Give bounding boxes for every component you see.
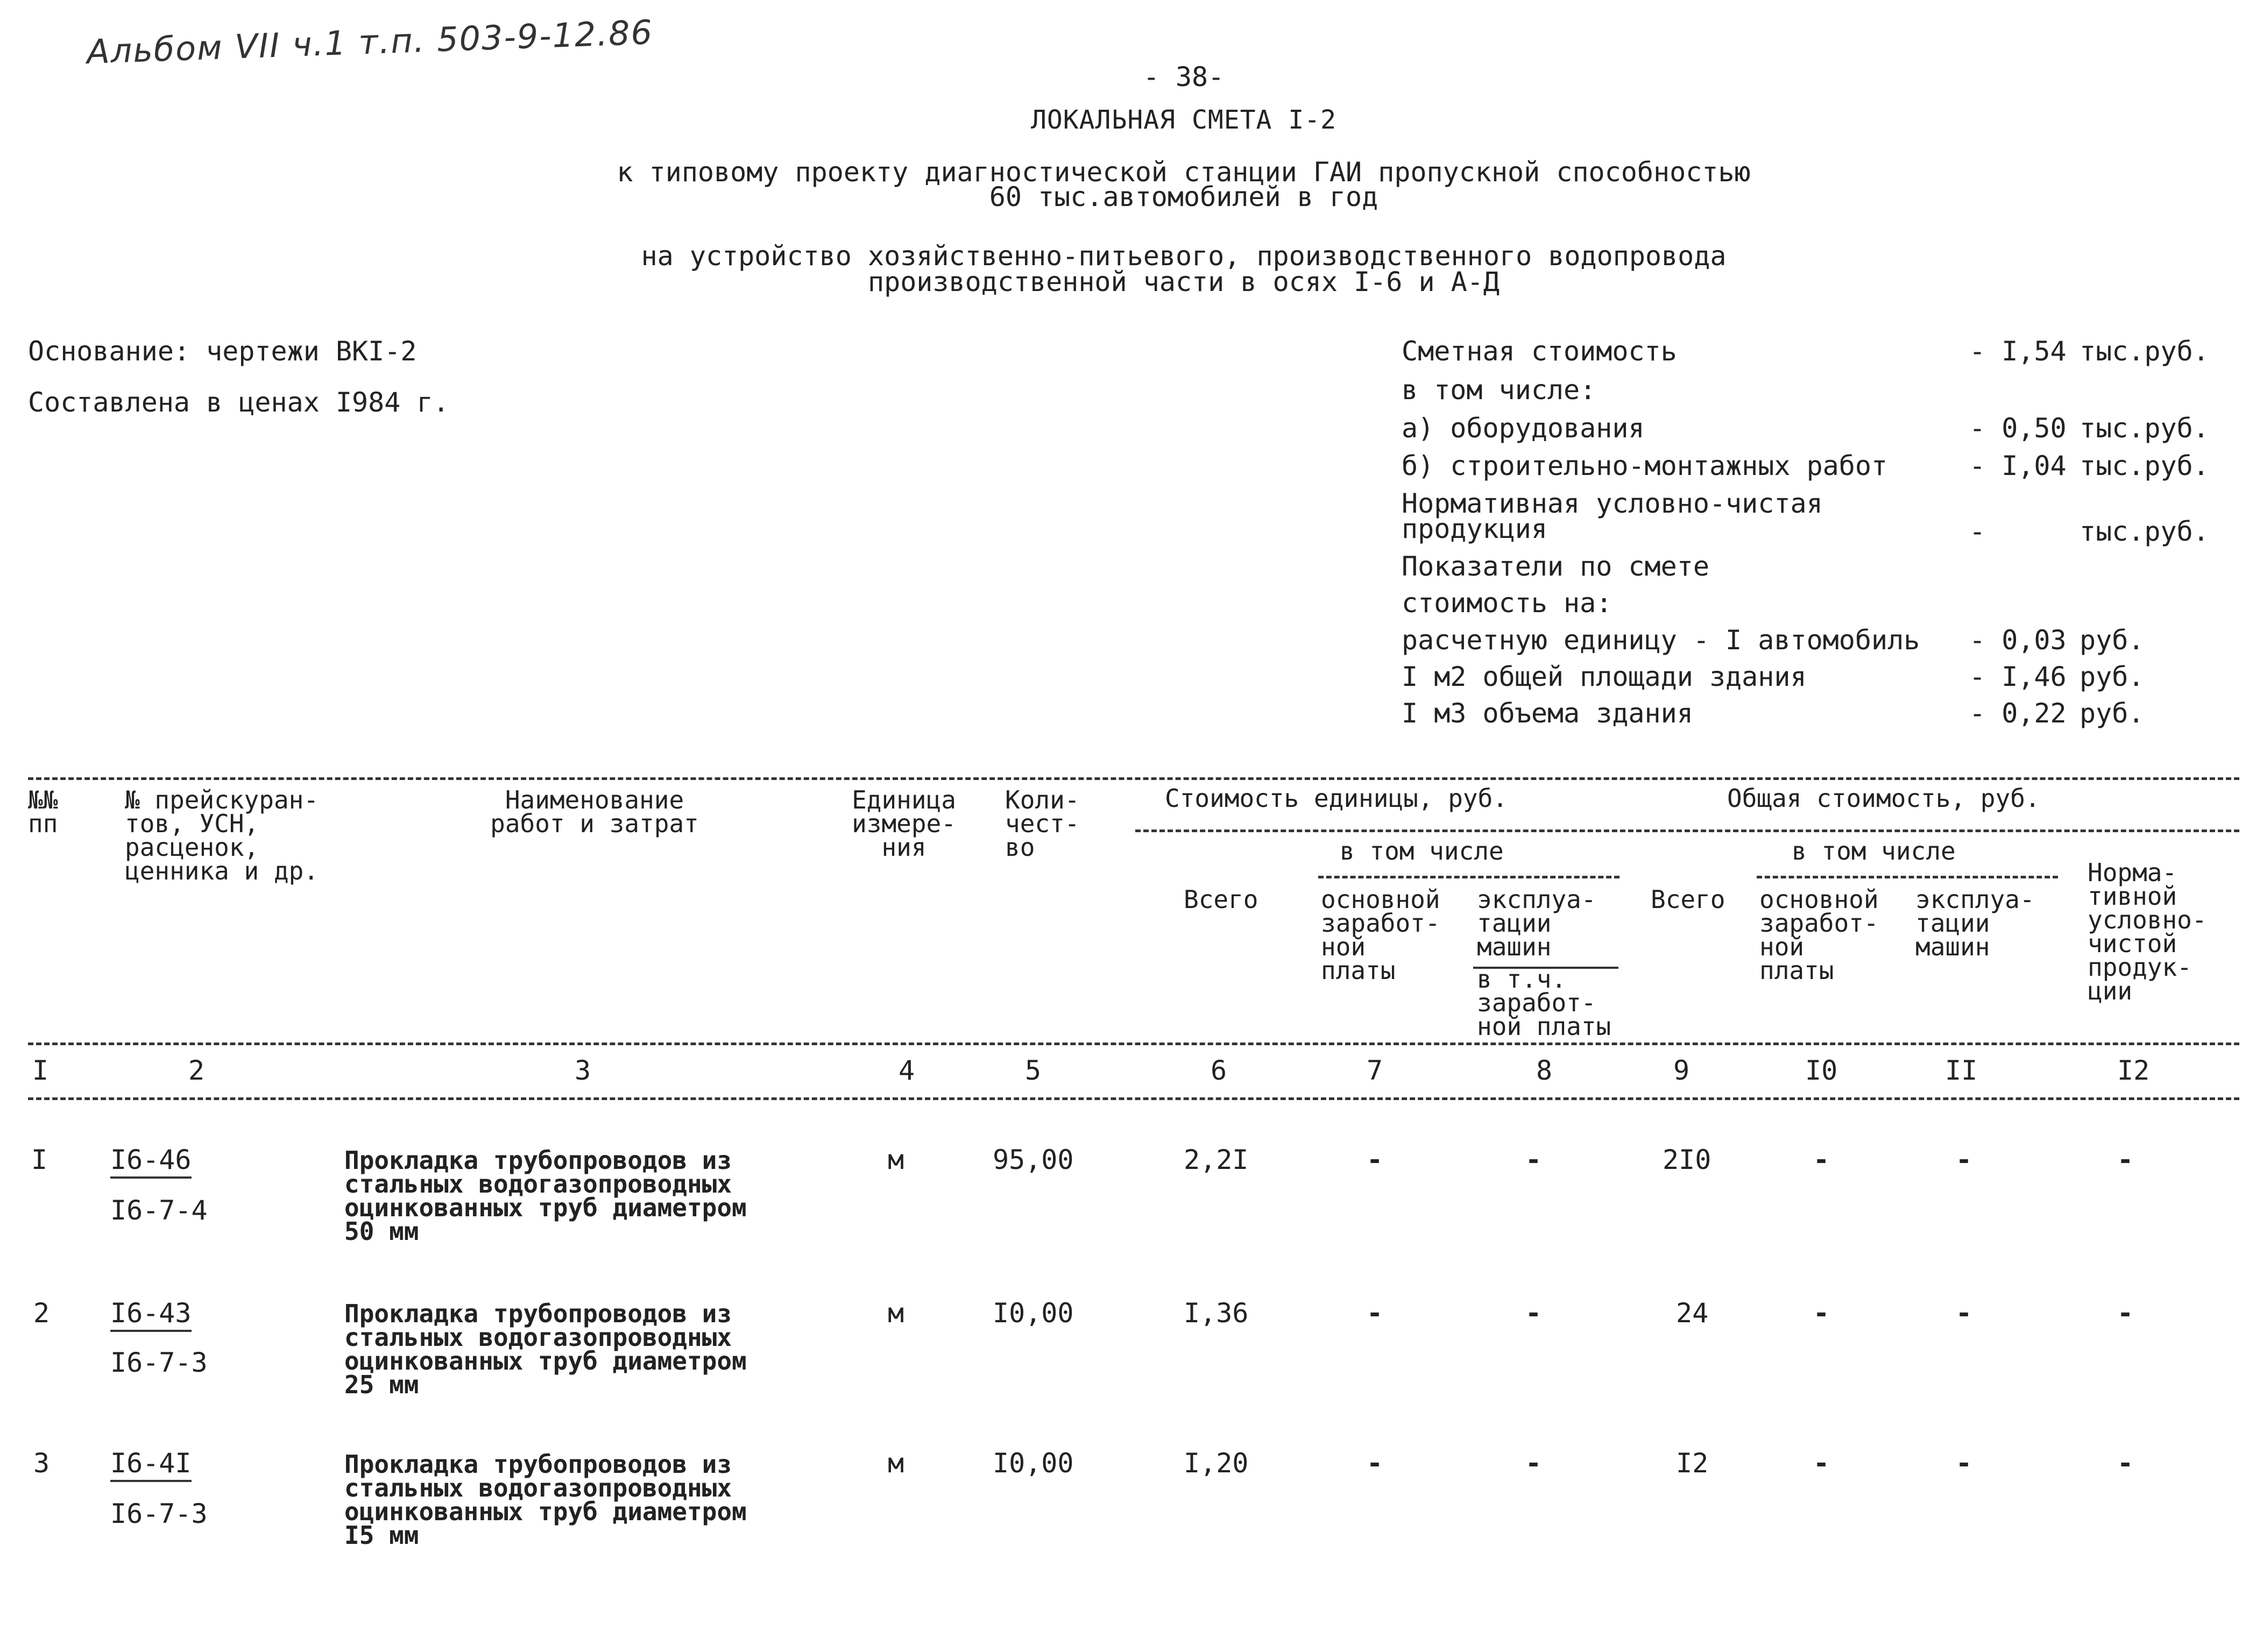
summary-label: б) строительно-монтажных работ bbox=[1402, 450, 1888, 481]
total-cost: I2 bbox=[1676, 1448, 1709, 1479]
column-number: I bbox=[32, 1055, 49, 1086]
summary-label: I м2 общей площади здания bbox=[1402, 661, 1807, 692]
table-top-rule bbox=[28, 777, 2239, 780]
price-code-bottom: I6-7-3 bbox=[110, 1347, 208, 1378]
col-header-unit-machine-wage: в т.ч. заработ- ной платы bbox=[1477, 965, 1611, 1041]
unit-cost-machine: - bbox=[1525, 1144, 1542, 1175]
total-cost-wage: - bbox=[1813, 1144, 1830, 1175]
subtitle-scope-2: производственной части в осях I-6 и А-Д bbox=[868, 266, 1500, 297]
summary-value: - 0,03 bbox=[1969, 625, 2067, 656]
row-number: 2 bbox=[33, 1298, 50, 1329]
column-number: 6 bbox=[1211, 1055, 1227, 1086]
summary-unit: тыс.руб. bbox=[2080, 450, 2209, 481]
summary-label: I м3 объема здания bbox=[1402, 698, 1693, 729]
estimate-title: ЛОКАЛЬНАЯ СМЕТА I-2 bbox=[1030, 105, 1337, 135]
basis-line: Основание: чертежи ВКI-2 bbox=[28, 336, 417, 367]
unit: м bbox=[888, 1298, 904, 1329]
total-cost-wage: - bbox=[1813, 1448, 1830, 1479]
quantity: 95,00 bbox=[993, 1144, 1074, 1175]
unit-cost-wage: - bbox=[1367, 1298, 1383, 1329]
total-cost-wage: - bbox=[1813, 1298, 1830, 1329]
unit-cost-wage: - bbox=[1367, 1448, 1383, 1479]
unit: м bbox=[888, 1144, 904, 1175]
column-number: 3 bbox=[575, 1055, 591, 1086]
summary-value: - I,04 bbox=[1969, 450, 2067, 481]
work-name: Прокладка трубопроводов из стальных водогазопроводных оцинкованных труб диаметром I5 мм bbox=[344, 1450, 747, 1550]
unit-cost-total: I,20 bbox=[1184, 1448, 1249, 1479]
quantity: I0,00 bbox=[993, 1448, 1074, 1479]
column-number: I2 bbox=[2117, 1055, 2150, 1086]
price-code-bottom: I6-7-3 bbox=[110, 1498, 208, 1529]
column-number: 5 bbox=[1025, 1055, 1042, 1086]
summary-value: - I,46 bbox=[1969, 661, 2067, 692]
unit-cost-wage: - bbox=[1367, 1144, 1383, 1175]
summary-unit: руб. bbox=[2080, 698, 2145, 729]
normative-product: - bbox=[2117, 1298, 2134, 1329]
summary-unit: тыс.руб. bbox=[2080, 413, 2209, 444]
col-header-total-cost: Общая стоимость, руб. bbox=[1727, 784, 2040, 813]
summary-value: - 0,50 bbox=[1969, 413, 2067, 444]
price-code-top: I6-43 bbox=[110, 1298, 192, 1332]
work-name: Прокладка трубопроводов из стальных водогазопроводных оцинкованных труб диаметром 50 мм bbox=[344, 1146, 747, 1246]
total-incl-rule bbox=[1757, 876, 2058, 878]
col-header-unit-machine: эксплуа- тации машин bbox=[1477, 885, 1596, 961]
work-name: Прокладка трубопроводов из стальных водогазопроводных оцинкованных труб диаметром 25 мм bbox=[344, 1299, 747, 1399]
total-cost: 2I0 bbox=[1663, 1144, 1712, 1175]
summary-label: расчетную единицу - I автомобиль bbox=[1402, 625, 1920, 656]
column-number: 9 bbox=[1673, 1055, 1690, 1086]
row-number: 3 bbox=[33, 1448, 50, 1479]
summary-label-cont: продукция bbox=[1402, 513, 1547, 544]
summary-label: в том числе: bbox=[1402, 374, 1596, 406]
subtitle-scope-1: на устройство хозяйственно-питьевого, производственного водопровода bbox=[641, 240, 1727, 272]
colnum-bottom-rule bbox=[28, 1097, 2239, 1100]
col-header-name: Наименование работ и затрат bbox=[490, 785, 699, 838]
summary-value: - I,54 bbox=[1969, 336, 2067, 367]
price-code-bottom: I6-7-4 bbox=[110, 1195, 208, 1226]
page-number: - 38- bbox=[1143, 61, 1225, 93]
col-header-unit-all: Всего bbox=[1184, 885, 1258, 914]
column-number: II bbox=[1945, 1055, 1978, 1086]
price-code-top: I6-46 bbox=[110, 1144, 192, 1179]
handwritten-album-reference: Альбом VII ч.1 т.п. 503-9-12.86 bbox=[86, 12, 654, 72]
normative-product: - bbox=[2117, 1448, 2134, 1479]
quantity: I0,00 bbox=[993, 1298, 1074, 1329]
col-header-total-all: Всего bbox=[1651, 885, 1725, 914]
unit-incl-rule bbox=[1318, 876, 1619, 878]
col-header-unit: Единица измере- ния bbox=[852, 785, 956, 862]
header-bottom-rule bbox=[28, 1043, 2239, 1045]
summary-value: - 0,22 bbox=[1969, 698, 2067, 729]
normative-product: - bbox=[2117, 1144, 2134, 1175]
cost-header-rule bbox=[1135, 829, 2239, 832]
col-header-unit-basic-wage: основной заработ- ной платы bbox=[1321, 885, 1440, 985]
total-cost: 24 bbox=[1676, 1298, 1709, 1329]
column-number: 4 bbox=[899, 1055, 915, 1086]
row-number: I bbox=[31, 1144, 48, 1175]
col-header-incl-total: в том числе bbox=[1792, 836, 1956, 866]
subtitle-project-2: 60 тыс.автомобилей в год bbox=[989, 181, 1378, 212]
col-header-normative: Норма- тивной условно- чистой продук- ции bbox=[2088, 858, 2207, 1005]
price-code-top: I6-4I bbox=[110, 1448, 192, 1482]
prices-line: Составлена в ценах I984 г. bbox=[28, 387, 449, 418]
summary-label: а) оборудования bbox=[1402, 413, 1645, 444]
unit-cost-total: I,36 bbox=[1184, 1298, 1249, 1329]
summary-label: Сметная стоимость bbox=[1402, 336, 1677, 367]
unit: м bbox=[888, 1448, 904, 1479]
total-cost-machine: - bbox=[1956, 1298, 1972, 1329]
total-cost-machine: - bbox=[1956, 1144, 1972, 1175]
summary-value: - bbox=[1969, 516, 1986, 547]
summary-unit: руб. bbox=[2080, 661, 2145, 692]
summary-unit: руб. bbox=[2080, 625, 2145, 656]
summary-label: Нормативная условно-чистая bbox=[1402, 488, 1823, 519]
subtitle-project-1: к типовому проекту диагностической станции ГАИ пропускной способностью bbox=[617, 157, 1751, 188]
summary-label: Показатели по смете bbox=[1402, 551, 1709, 582]
column-number: 2 bbox=[188, 1055, 205, 1086]
unit-cost-machine: - bbox=[1525, 1298, 1542, 1329]
col-header-number: №№ пп bbox=[28, 785, 58, 838]
col-header-code: № прейскуран- тов, УСН, расценок, ценника и др. bbox=[125, 785, 319, 885]
column-number: 7 bbox=[1367, 1055, 1383, 1086]
col-header-total-machine: эксплуа- тации машин bbox=[1915, 885, 2035, 961]
col-header-incl-unit: в том числе bbox=[1340, 836, 1504, 866]
unit-cost-machine: - bbox=[1525, 1448, 1542, 1479]
col-header-unit-cost: Стоимость единицы, руб. bbox=[1165, 784, 1508, 813]
summary-label: стоимость на: bbox=[1402, 587, 1613, 619]
col-header-total-basic-wage: основной заработ- ной платы bbox=[1759, 885, 1879, 985]
total-cost-machine: - bbox=[1956, 1448, 1972, 1479]
column-number: I0 bbox=[1805, 1055, 1838, 1086]
col-header-quantity: Коли- чест- во bbox=[1005, 785, 1080, 862]
summary-unit: тыс.руб. bbox=[2080, 516, 2209, 547]
unit-cost-total: 2,2I bbox=[1184, 1144, 1249, 1175]
column-number: 8 bbox=[1536, 1055, 1553, 1086]
summary-unit: тыс.руб. bbox=[2080, 336, 2209, 367]
